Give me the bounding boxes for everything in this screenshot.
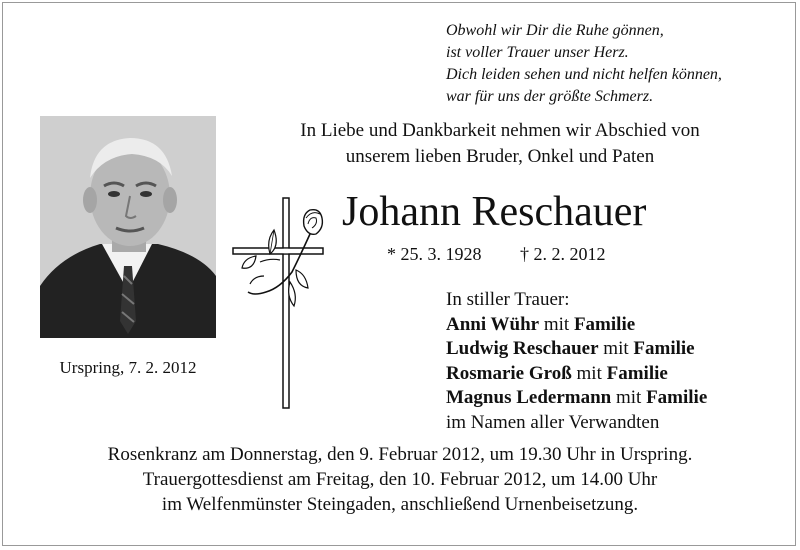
mourner-suffix: Familie xyxy=(633,338,695,359)
mourners-closing: im Namen aller Verwandten xyxy=(446,411,660,433)
poem-line: Dich leiden sehen und nicht helfen können, xyxy=(446,66,722,83)
deceased-name: Johann Reschauer xyxy=(342,189,647,235)
mourner-connector: mit xyxy=(611,387,647,408)
mourner-name: Ludwig Reschauer xyxy=(446,338,599,359)
service-notice xyxy=(40,442,760,517)
mourner-entry xyxy=(446,386,776,411)
portrait-photo xyxy=(40,116,216,338)
mourners-list xyxy=(446,288,776,435)
poem-line: Obwohl wir Dir die Ruhe gönnen, xyxy=(446,22,664,39)
mourners-heading: In stiller Trauer: xyxy=(446,289,570,310)
cross-with-rose-icon xyxy=(230,196,326,417)
mourner-suffix: Familie xyxy=(573,313,636,335)
notice-line: im Welfenmünster Steingaden, anschließend Urnenbeisetzung. xyxy=(161,494,639,515)
mourner-suffix: Familie xyxy=(646,387,708,408)
notice-line: Trauergottesdienst am Freitag, den 10. Februar 2012, um 14.00 Uhr xyxy=(142,469,658,490)
death-date: † 2. 2. 2012 xyxy=(520,244,606,264)
mourner-entry xyxy=(446,337,776,362)
mourner-name: Magnus Ledermann xyxy=(446,387,612,408)
intro-text xyxy=(240,118,760,170)
intro-line: In Liebe und Dankbarkeit nehmen wir Abschied von xyxy=(300,120,700,141)
intro-line: unserem lieben Bruder, Onkel und Paten xyxy=(345,146,655,167)
mourner-name: Anni Wühr xyxy=(446,313,540,335)
mourner-name: Rosmarie Groß xyxy=(446,362,572,384)
poem xyxy=(446,20,786,108)
poem-line: ist voller Trauer unser Herz. xyxy=(446,44,629,61)
mourner-entry xyxy=(446,362,776,387)
place-date: Urspring, 7. 2. 2012 xyxy=(59,358,197,377)
birth-date: * 25. 3. 1928 xyxy=(387,244,482,264)
mourner-suffix: Familie xyxy=(606,362,668,384)
mourner-connector: mit xyxy=(539,313,574,335)
notice-line: Rosenkranz am Donnerstag, den 9. Februar 2012, um 19.30 Uhr in Urspring. xyxy=(107,444,693,465)
mourner-connector: mit xyxy=(571,362,607,384)
mourner-connector: mit xyxy=(598,338,634,359)
mourner-entry xyxy=(446,313,776,338)
poem-line: war für uns der größte Schmerz. xyxy=(446,88,654,105)
life-dates xyxy=(387,244,687,265)
